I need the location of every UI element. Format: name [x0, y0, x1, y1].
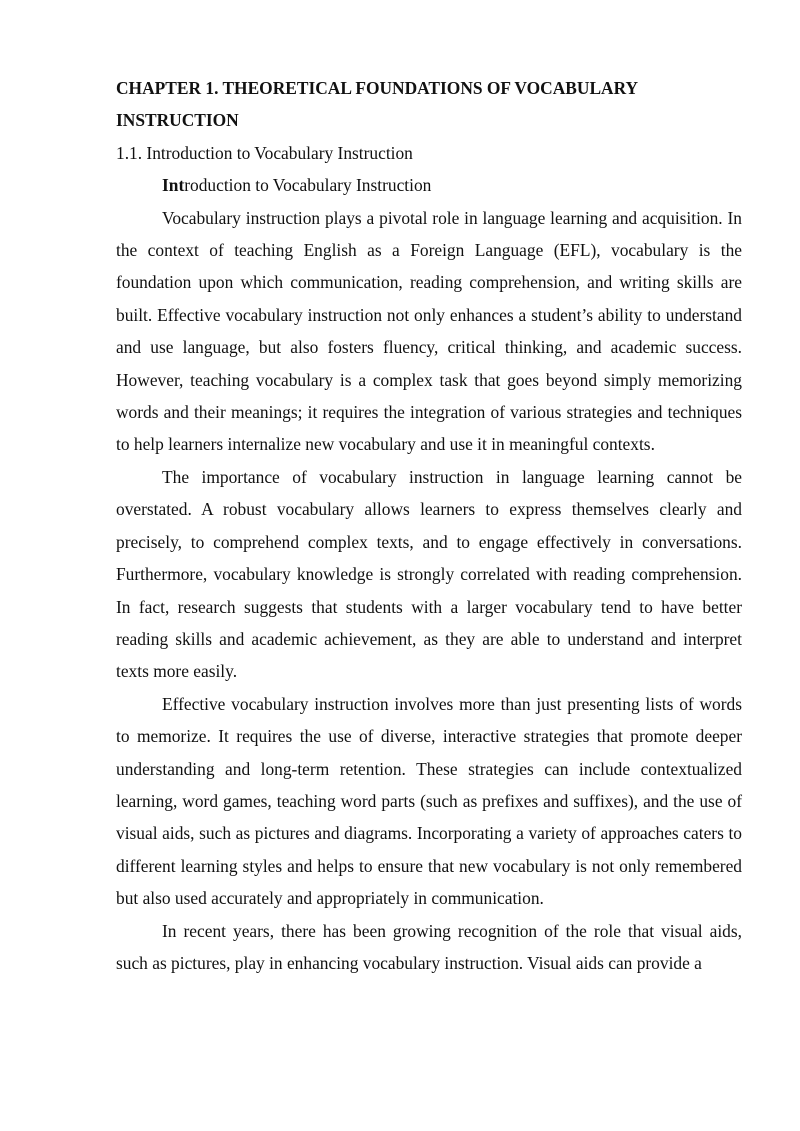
paragraph-1: Vocabulary instruction plays a pivotal role in language learning and acquisition. In the context of teaching English as a Foreign Language (EFL), vocabulary is the foundation upon which communication, reading comprehension, and writing skills are built. Effective vocabulary instruction not only enhances a student’s ability to understand and use language, but also fosters fluency, critical thinking, and academic success. However, teaching vocabulary is a complex task that goes beyond simply memorizing words and their meanings; it requires the integration of various strategies and techniques to help learners internalize new vocabulary and use it in meaningful contexts.	[116, 207, 742, 455]
chapter-title: CHAPTER 1. THEORETICAL FOUNDATIONS OF VOCABULARY INSTRUCTION	[116, 78, 638, 131]
document-page	[116, 72, 742, 979]
subheading-rest: roduction to Vocabulary Instruction	[184, 175, 432, 196]
paragraph-4: In recent years, there has been growing recognition of the role that visual aids, such as pictures, play in enhancing vocabulary instruction. Visual aids can provide a	[116, 920, 742, 973]
paragraph-2: The importance of vocabulary instruction in language learning cannot be overstated. A robust vocabulary allows learners to express themselves clearly and precisely, to comprehend complex texts, and to engage effectively in conversations. Furthermore, vocabulary knowledge is strongly correlated with reading comprehension. In fact, research suggests that students with a larger vocabulary tend to have better reading skills and academic achievement, as they are able to understand and interpret texts more easily.	[116, 466, 742, 682]
subheading-bold-part: Int	[162, 175, 185, 196]
paragraph-3: Effective vocabulary instruction involves more than just presenting lists of words to memorize. It requires the use of diverse, interactive strategies that promote deeper understanding and long-term retention. These strategies can include contextualized learning, word games, teaching word parts (such as prefixes and suffixes), and the use of visual aids, such as pictures and diagrams. Incorporating a variety of approaches caters to different learning styles and helps to ensure that new vocabulary is not only remembered but also used accurately and appropriately in communication.	[116, 693, 742, 909]
section-title: 1.1. Introduction to Vocabulary Instruction	[116, 142, 413, 163]
subheading	[116, 169, 742, 201]
